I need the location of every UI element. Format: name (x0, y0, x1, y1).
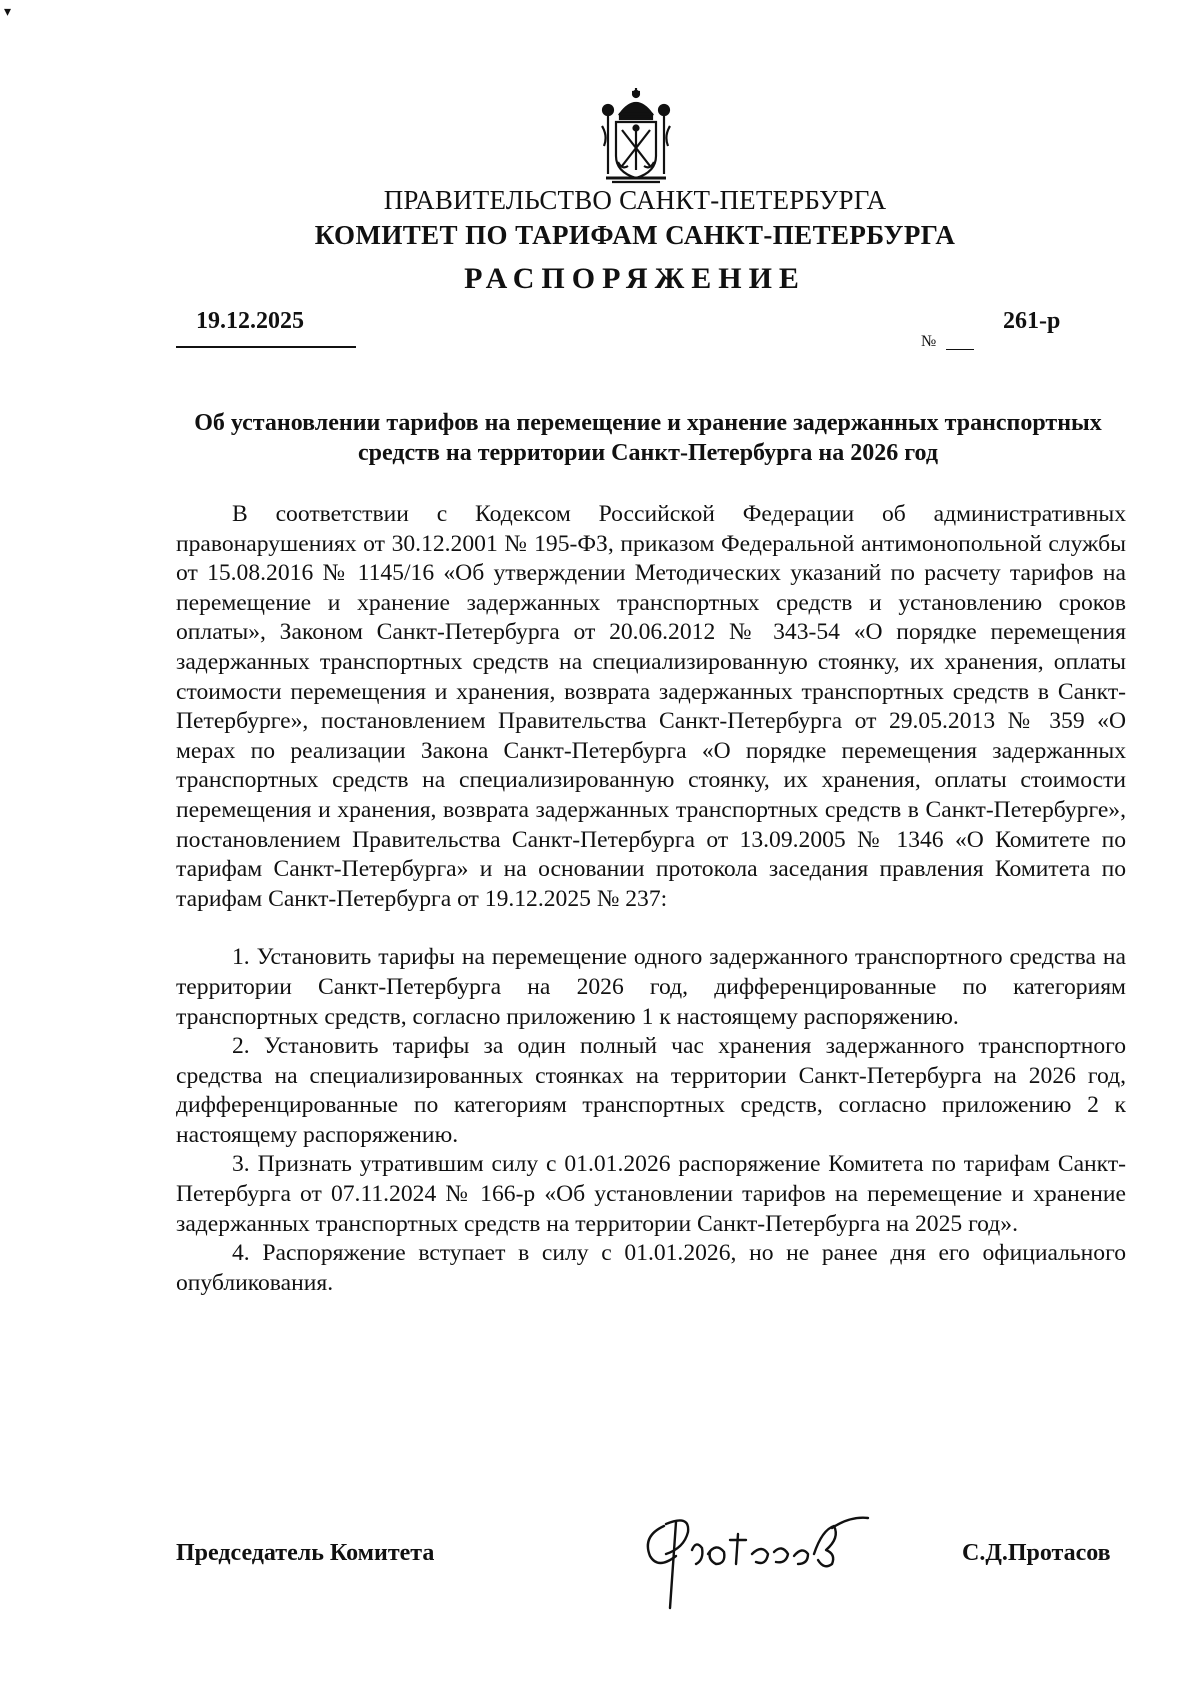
document-number: 261-р (1003, 308, 1061, 334)
signatory-name: С.Д.Протасов (962, 1540, 1111, 1566)
date-underline (176, 346, 356, 348)
signatory-title: Председатель Комитета (176, 1540, 435, 1566)
coat-of-arms-emblem (598, 86, 674, 186)
committee-title: КОМИТЕТ ПО ТАРИФАМ САНКТ-ПЕТЕРБУРГА (314, 220, 956, 250)
clause-paragraph: 3. Признать утратившим силу с 01.01.2026 распоряжение Комитета по тарифам Санкт-Петербурга от 07.11.2024 № 166-р «Об установлении тарифов на перемещение и хранение задержанных транспортных средств на территории Санкт-Петербурга на 2025 год». (176, 1151, 1126, 1237)
preamble-paragraph: В соответствии с Кодексом Российской Федерации об административных правонарушениях от 30.12.2001 № 195-ФЗ, приказом Федеральной антимонопольной службы от 15.08.2016 № 1145/16 «Об утверждении Методических указаний по расчету тарифов на перемещение и хранение задержанных транспортных средств и установлению сроков оплаты», Законом Санкт-Петербурга от 20.06.2012 № 343-54 «О порядке перемещения задержанных транспортных средств на специализированную стоянку, их хранения, оплаты стоимости перемещения и хранения, возврата задержанных транспортных средств в Санкт-Петербурге», постановлением Правительства Санкт-Петербурга от 29.05.2013 № 359 «О мерах по реализации Закона Санкт-Петербурга «О порядке перемещения задержанных транспортных средств на специализированную стоянку, их хранения, оплаты стоимости перемещения и хранения, возврата задержанных транспортных средств в Санкт-Петербурге», постановлением Правительства Санкт-Петербурга от 13.09.2005 № 1346 «О Комитете по тарифам Санкт-Петербурга» и на основании протокола заседания правления Комитета по тарифам Санкт-Петербурга от 19.12.2025 № 237: (176, 501, 1126, 912)
handwritten-signature (636, 1510, 886, 1618)
document-subject: Об установлении тарифов на перемещение и хранение задержанных транспортных средств на территории Санкт-Петербурга на 2026 год (194, 410, 1102, 466)
document-type-title: РАСПОРЯЖЕНИЕ (464, 262, 806, 295)
clause-paragraph: 1. Установить тарифы на перемещение одного задержанного транспортного средства на территории Санкт-Петербурга на 2026 год, дифференцированные по категориям транспортных средств, согласно приложению 1 к настоящему распоряжению. (176, 944, 1126, 1030)
scan-corner-mark: ▾ (4, 5, 12, 20)
document-date: 19.12.2025 (196, 308, 304, 334)
clause-paragraph: 4. Распоряжение вступает в силу с 01.01.2026, но не ранее дня его официального опубликования. (176, 1240, 1126, 1296)
clause-paragraph: 2. Установить тарифы за один полный час хранения задержанного транспортного средства на специализированных стоянках на территории Санкт-Петербурга на 2026 год, дифференцированные по категориям транспортных средств, согласно приложению 2 к настоящему распоряжению. (176, 1033, 1126, 1148)
document-body (176, 500, 1126, 1298)
number-underline (946, 349, 974, 350)
government-title: ПРАВИТЕЛЬСТВО САНКТ-ПЕТЕРБУРГА (383, 185, 887, 215)
number-label: № (921, 333, 937, 350)
